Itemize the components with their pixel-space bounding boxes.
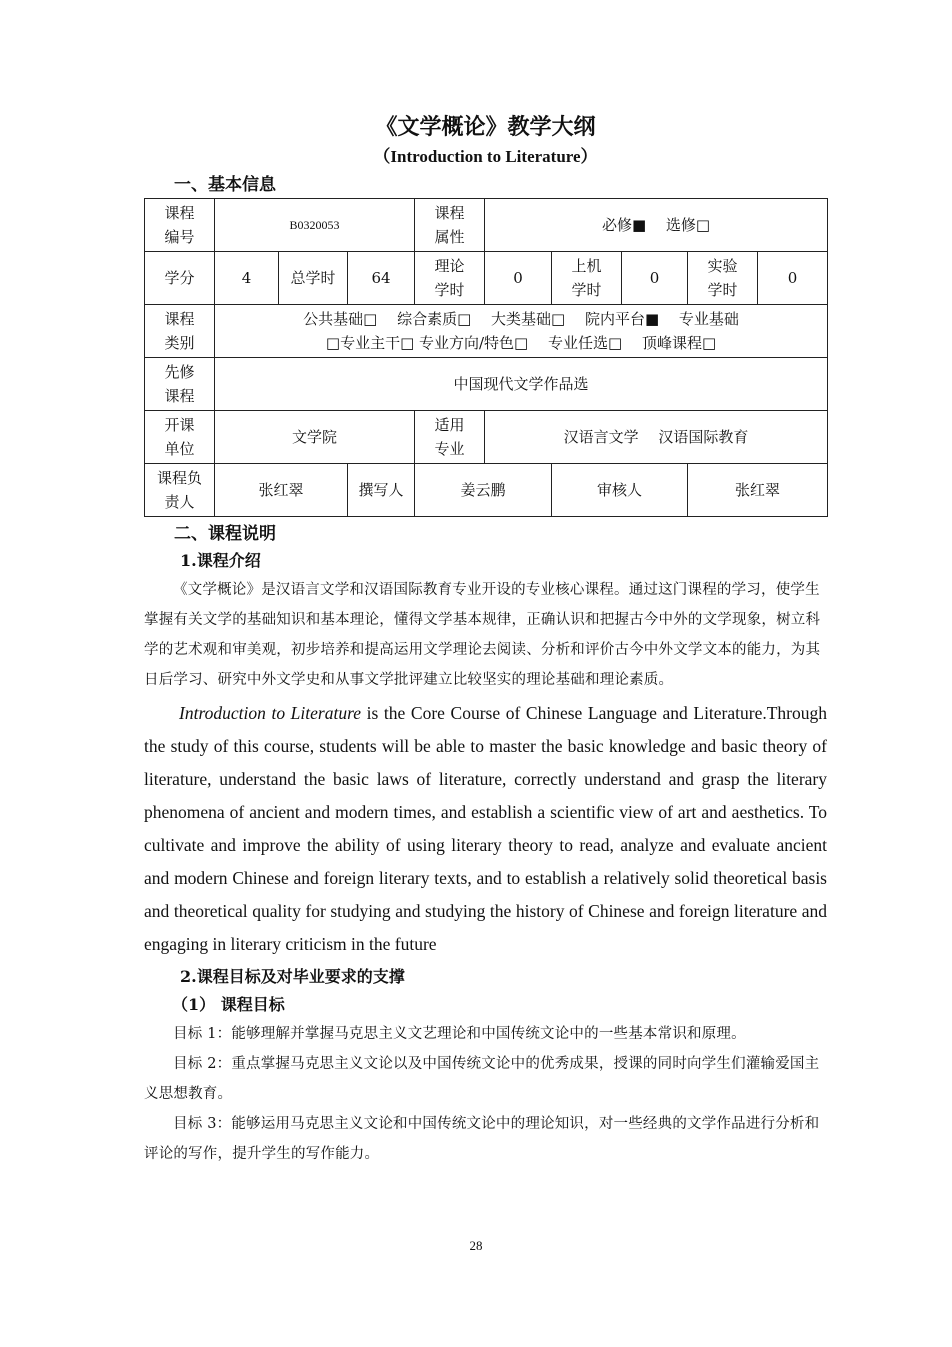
course-code-value: B0320053 bbox=[215, 199, 415, 252]
reviewer-value: 张红翠 bbox=[688, 464, 828, 517]
course-attr-label: 课程 属性 bbox=[415, 199, 485, 252]
basic-info-table bbox=[144, 198, 828, 517]
course-intro-english-text: is the Core Course of Chinese Language and Literature.Through the study of this course, students will be able to master the basic knowledge and basic theory of literature, understand the basic laws of literature, correctly understand and grasp the literary phenomena of ancient and modern times, and establish a scientific view of art and aesthetics. To cultivate and improve the ability of using literary theory to read, analyze and evaluate ancient and modern Chinese and foreign literary texts, and to establish a relatively solid theoretical basis and theoretical quality for studying and studying the history of Chinese and foreign literature and engaging in literary criticism in the future bbox=[144, 703, 828, 954]
course-title-italic: Introduction to Literature bbox=[179, 703, 362, 723]
course-code-label: 课程 编号 bbox=[145, 199, 215, 252]
goal-1: 目标 1：能够理解并掌握马克思主义文艺理论和中国传统文论中的一些基本常识和原理。 bbox=[173, 1026, 746, 1042]
course-category-value bbox=[215, 305, 828, 358]
goal-2: 目标 2：重点掌握马克思主义文论以及中国传统文论中的优秀成果，授课的同时向学生们灌输爱国主义思想教育。 bbox=[144, 1056, 820, 1102]
course-intro-chinese: 《文学概论》是汉语言文学和汉语国际教育专业开设的专业核心课程。通过这门课程的学习，使学生掌握有关文学的基础知识和基本理论，懂得文学基本规律，正确认识和把握古今中外的文学现象，树立科学的艺术观和审美观，初步培养和提高运用文学理论去阅读、分析和评价古今中外文学文本的能力，为其日后学习、研究中外文学史和从事文学批评建立比较坚实的理论基础和理论素质。 bbox=[144, 582, 821, 688]
experiment-hours-value: 0 bbox=[758, 252, 828, 305]
theory-hours-label: 理论 学时 bbox=[415, 252, 485, 305]
section-basic-info-heading: 一、基本信息 bbox=[174, 175, 276, 195]
reviewer-label: 审核人 bbox=[552, 464, 688, 517]
credit-label: 学分 bbox=[145, 252, 215, 305]
experiment-hours-label: 实验 学时 bbox=[688, 252, 758, 305]
document-page bbox=[144, 110, 827, 1169]
course-attr-value: 必修■ 选修□ bbox=[485, 199, 828, 252]
credit-value: 4 bbox=[215, 252, 279, 305]
writer-value: 姜云鹏 bbox=[415, 464, 552, 517]
section-course-description-heading: 二、课程说明 bbox=[174, 524, 276, 544]
course-goals-heading: 2.课程目标及对毕业要求的支撑 bbox=[180, 967, 405, 986]
course-intro-english bbox=[144, 697, 827, 961]
document-title: 《文学概论》教学大纲 bbox=[375, 114, 596, 140]
course-leader-value: 张红翠 bbox=[215, 464, 348, 517]
total-hours-value: 64 bbox=[348, 252, 415, 305]
course-goals-subheading: （1） 课程目标 bbox=[172, 995, 285, 1014]
theory-hours-value: 0 bbox=[485, 252, 552, 305]
writer-label: 撰写人 bbox=[348, 464, 415, 517]
department-value: 文学院 bbox=[215, 411, 415, 464]
course-category-line1: 公共基础□ 综合素质□ 大类基础□ 院内平台■ 专业基础 bbox=[303, 310, 739, 328]
computer-hours-label: 上机 学时 bbox=[552, 252, 622, 305]
course-category-label: 课程 类别 bbox=[145, 305, 215, 358]
page-number: 28 bbox=[469, 1238, 483, 1253]
document-subtitle: （Introduction to Literature） bbox=[373, 147, 598, 166]
prerequisite-value: 中国现代文学作品选 bbox=[215, 358, 828, 411]
major-label: 适用 专业 bbox=[415, 411, 485, 464]
department-label: 开课 单位 bbox=[145, 411, 215, 464]
major-value: 汉语言文学 汉语国际教育 bbox=[485, 411, 828, 464]
course-leader-label: 课程负 责人 bbox=[145, 464, 215, 517]
goal-3: 目标 3：能够运用马克思主义文论和中国传统文论中的理论知识，对一些经典的文学作品进行分析和评论的写作，提升学生的写作能力。 bbox=[144, 1116, 820, 1162]
computer-hours-value: 0 bbox=[622, 252, 688, 305]
course-category-line2: □专业主干□ 专业方向/特色□ 专业任选□ 顶峰课程□ bbox=[325, 334, 717, 352]
prerequisite-label: 先修 课程 bbox=[145, 358, 215, 411]
course-intro-heading: 1.课程介绍 bbox=[180, 551, 261, 570]
total-hours-label: 总学时 bbox=[279, 252, 348, 305]
